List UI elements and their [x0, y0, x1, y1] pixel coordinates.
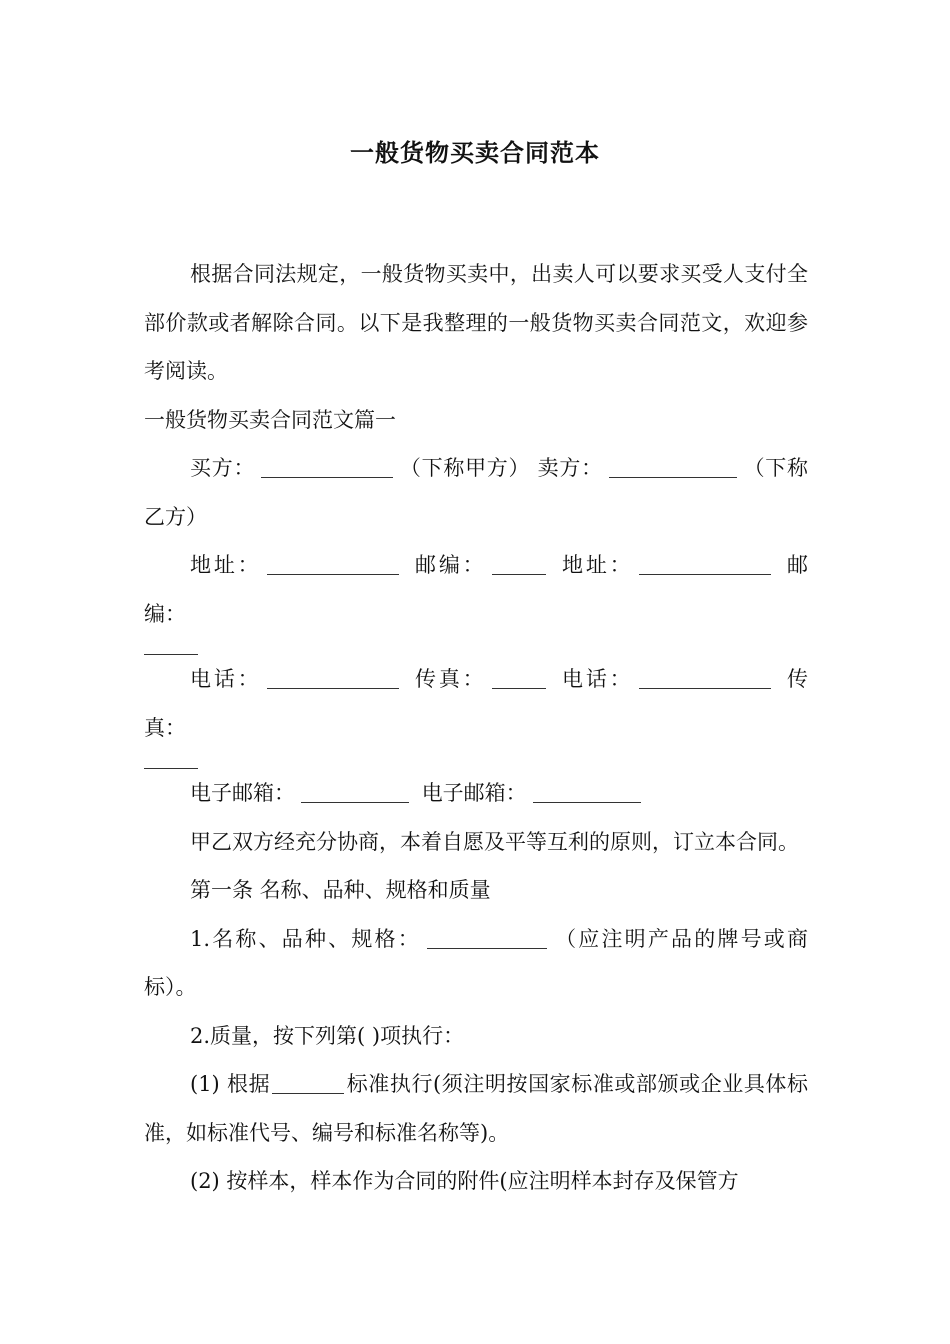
consensus-paragraph: 甲乙双方经充分协商，本着自愿及平等互利的原则，订立本合同。: [190, 829, 799, 854]
item2-1-suffix: 标准执行(须注明按国家标准或部颁或企业具体标准，如标准代号、编号和标准名称等)。: [144, 1072, 808, 1145]
fax-label-b: 传真：: [144, 667, 808, 740]
email-blank-a: [301, 779, 409, 803]
phone-blank-a: [267, 665, 399, 689]
intro-paragraph: 根据合同法规定，一般货物买卖中，出卖人可以要求买受人支付全部价款或者解除合同。以下是我整理的一般货物买卖合同范文，欢迎参考阅读。: [144, 262, 808, 383]
postcode-label-a: 邮编：: [415, 553, 487, 577]
standard-blank: [272, 1070, 344, 1094]
email-label-b: 电子邮箱：: [421, 781, 527, 805]
fax-blank-b: [144, 744, 198, 769]
seller-blank: [609, 454, 737, 478]
postcode-blank-a: [492, 551, 546, 575]
postcode-label-b: 邮编：: [144, 553, 808, 626]
item2-1-paragraph: [144, 1060, 808, 1157]
address-label-a: 地址：: [190, 553, 262, 577]
phone-blank-b: [639, 665, 771, 689]
fax-blank-a: [492, 665, 546, 689]
item2-2-paragraph: (2) 按样本，样本作为合同的附件(应注明样本封存及保管方: [190, 1169, 739, 1193]
fax-label-a: 传真：: [415, 667, 487, 691]
item1-blank: [427, 924, 547, 948]
article1-title: 第一条 名称、品种、规格和质量: [190, 878, 491, 902]
seller-label: 卖方：: [537, 456, 603, 480]
email-line: [144, 769, 808, 818]
buyer-blank: [261, 454, 393, 478]
section-title: 一般货物买卖合同范文篇一: [144, 407, 396, 432]
document-body: [144, 250, 808, 1206]
item2-paragraph: 2.质量，按下列第( )项执行：: [190, 1023, 465, 1048]
document-title: 一般货物买卖合同范本: [350, 139, 600, 167]
seller-suffix: （下称乙方）: [144, 456, 809, 529]
phone-label-a: 电话：: [190, 667, 262, 691]
item2-1-prefix: (1) 根据: [190, 1072, 271, 1096]
address-label-b: 地址：: [562, 553, 634, 577]
address-line: [144, 541, 808, 655]
buyer-suffix: （下称甲方）: [399, 456, 531, 480]
address-blank-a: [267, 551, 399, 575]
email-blank-b: [533, 779, 641, 803]
item1-label: 1.名称、品种、规格：: [190, 926, 421, 951]
postcode-blank-b: [144, 630, 198, 655]
phone-label-b: 电话：: [562, 667, 634, 691]
item1-paragraph: [144, 915, 808, 1012]
address-blank-b: [639, 551, 771, 575]
parties-line: [144, 444, 808, 541]
buyer-label: 买方：: [190, 456, 256, 480]
phone-line: [144, 655, 808, 769]
item1-note: （应注明产品的牌号或商标）。: [144, 926, 808, 999]
email-label-a: 电子邮箱：: [190, 781, 295, 805]
